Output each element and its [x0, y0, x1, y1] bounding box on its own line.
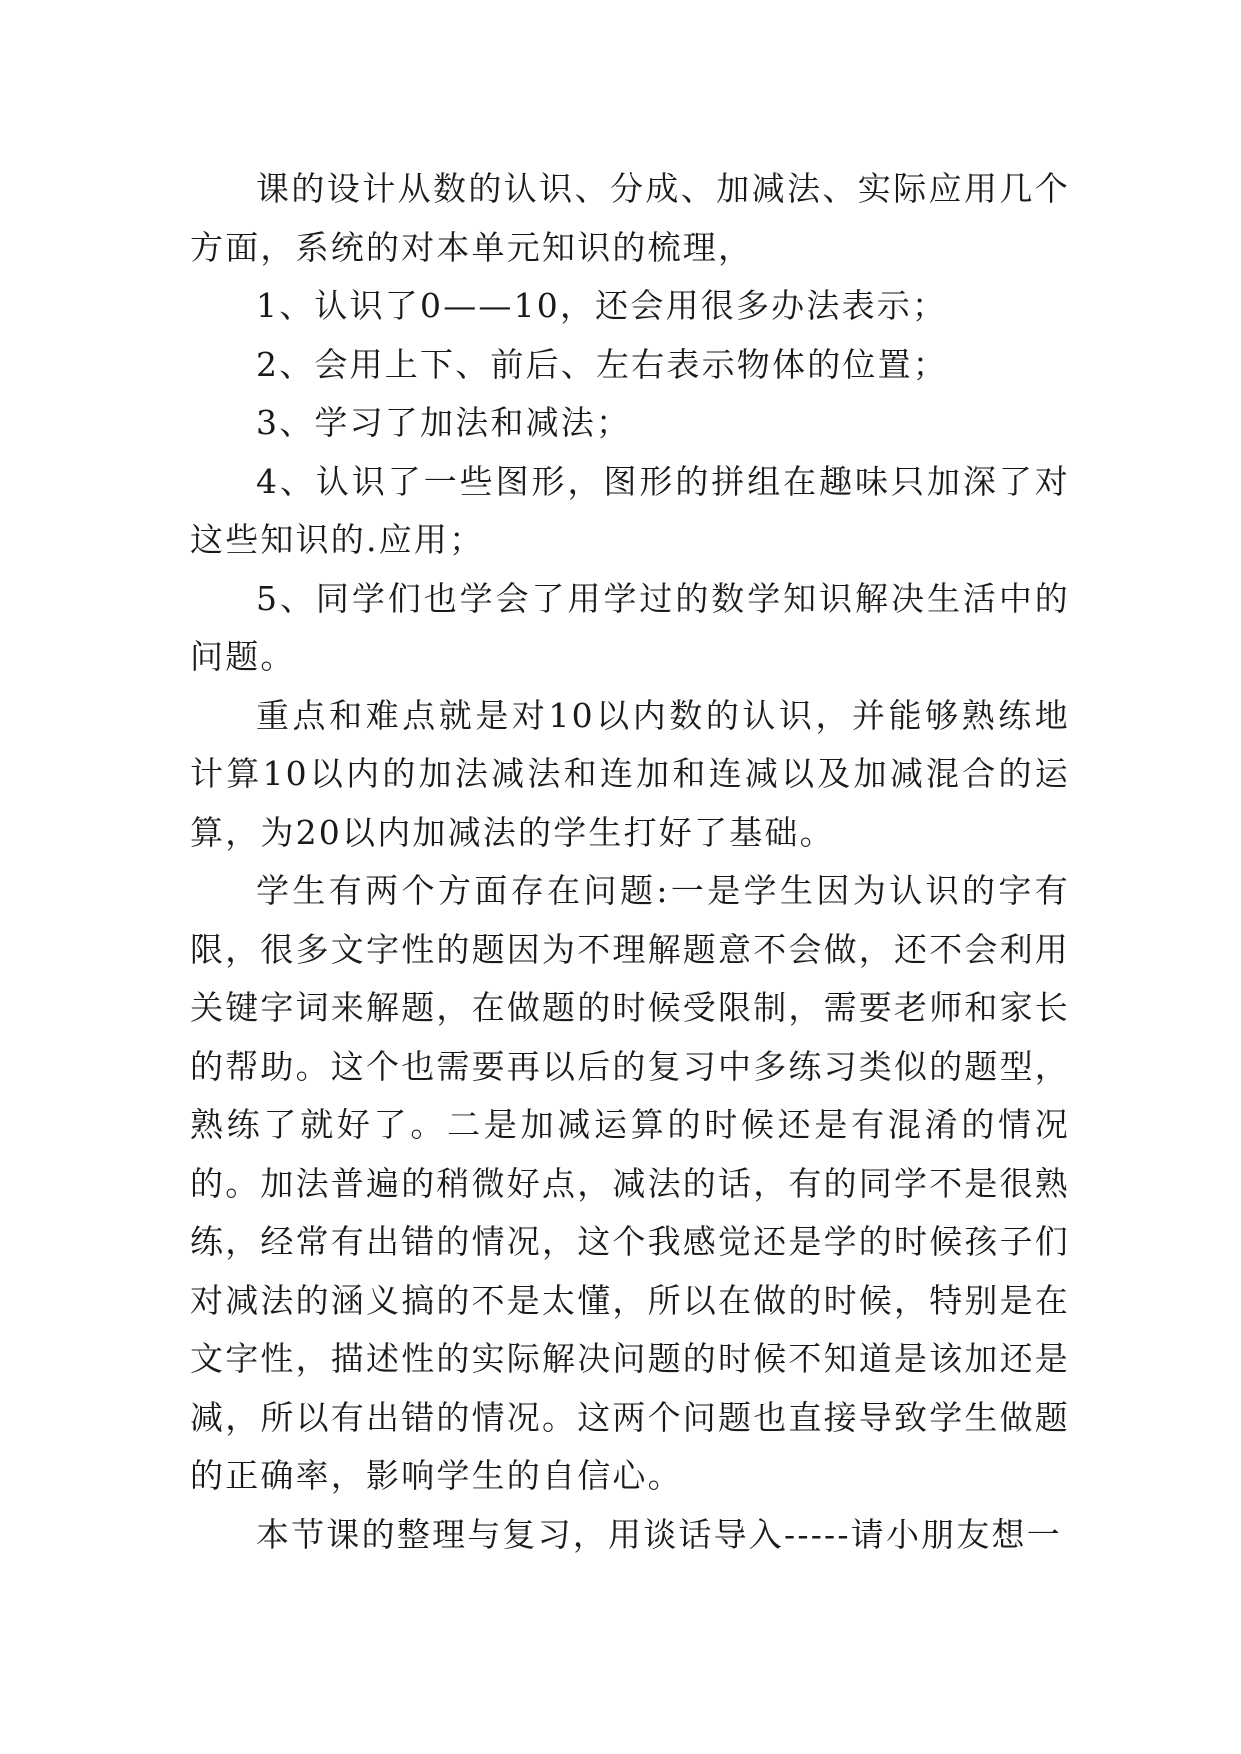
paragraph-intro: 课的设计从数的认识、分成、加减法、实际应用几个方面，系统的对本单元知识的梳理，	[190, 169, 1070, 267]
list-item-2: 2、会用上下、前后、左右表示物体的位置；	[256, 344, 948, 384]
paragraph-review: 本节课的整理与复习，用谈话导入-----请小朋友想一	[256, 1514, 1062, 1554]
document-body	[190, 160, 1070, 1564]
list-item-5: 5、同学们也学会了用学过的数学知识解决生活中的问题。	[190, 578, 1070, 676]
list-item-1: 1、认识了0——10，还会用很多办法表示；	[256, 286, 948, 325]
paragraph-key-points: 重点和难点就是对10以内数的认识，并能够熟练地计算10以内的加法减法和连加和连减以及加减混合的运算，为20以内加减法的学生打好了基础。	[190, 695, 1070, 852]
list-item-4: 4、认识了一些图形，图形的拼组在趣味只加深了对这些知识的.应用；	[190, 461, 1070, 559]
paragraph-problems: 学生有两个方面存在问题:一是学生因为认识的字有限，很多文字性的题因为不理解题意不会做，还不会利用关键字词来解题，在做题的时候受限制，需要老师和家长的帮助。这个也需要再以后的复习中多练习类似的题型，熟练了就好了。二是加减运算的时候还是有混淆的情况的。加法普遍的稍微好点，减法的话，有的同学不是很熟练，经常有出错的情况，这个我感觉还是学的时候孩子们对减法的涵义搞的不是太懂，所以在做的时候，特别是在文字性，描述性的实际解决问题的时候不知道是该加还是减，所以有出错的情况。这两个问题也直接导致学生做题的正确率，影响学生的自信心。	[190, 871, 1070, 1495]
list-item-3: 3、学习了加法和减法；	[256, 403, 632, 442]
